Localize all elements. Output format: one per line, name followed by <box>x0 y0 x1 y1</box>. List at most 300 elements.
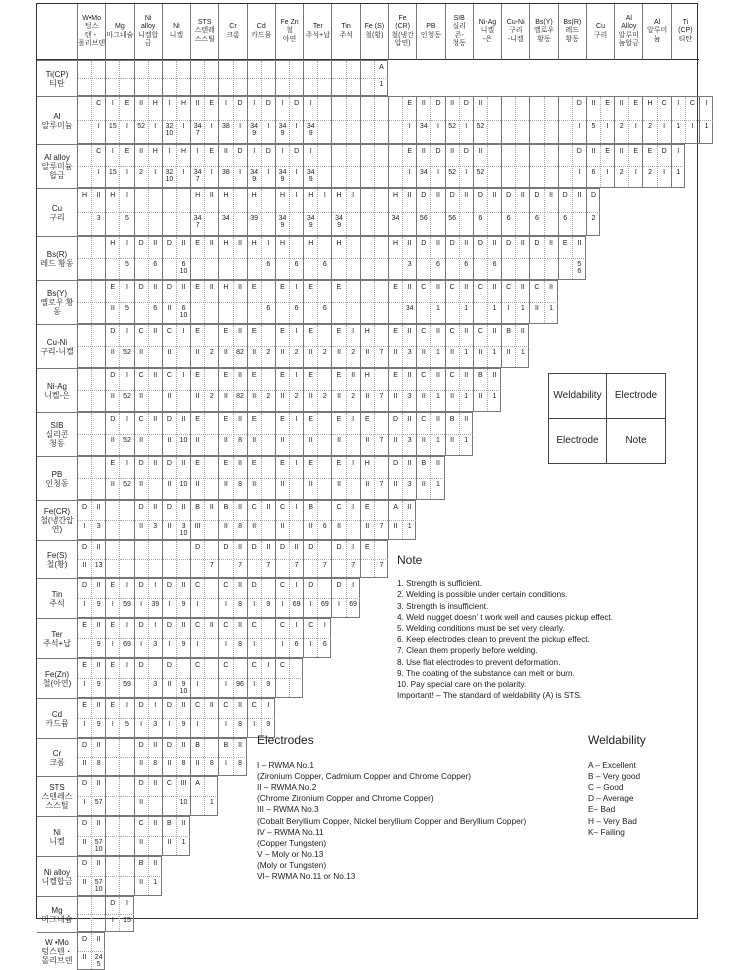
cell-rating: II <box>591 148 596 155</box>
table-cell <box>331 413 345 455</box>
cell-electrode: I <box>97 123 100 130</box>
cell-electrode: 6 <box>506 215 511 222</box>
table-cell <box>317 61 331 95</box>
table-cell <box>388 501 402 539</box>
table-cell <box>218 579 232 617</box>
row-label <box>37 456 77 500</box>
table-row <box>77 618 331 658</box>
cell-rating: II <box>436 416 440 423</box>
notes-item: 5. Welding conditions must be set very clearly. <box>397 624 565 634</box>
cell-rating: D <box>138 780 144 787</box>
table-cell <box>91 325 105 367</box>
table-cell <box>91 97 105 143</box>
table-cell <box>402 501 416 539</box>
cell-electrode: 1 <box>464 437 469 444</box>
table-cell <box>176 619 190 657</box>
table-cell <box>289 61 303 95</box>
table-cell <box>176 457 190 499</box>
table-cell <box>501 325 515 367</box>
cell-rating: D <box>576 148 582 155</box>
table-row <box>77 776 218 816</box>
notes-item: 6. Keep electrodes clean to prevent the pickup effect. <box>397 635 590 645</box>
table-cell <box>515 237 529 279</box>
cell-electrode: I <box>224 601 227 608</box>
cell-electrode: I <box>606 169 609 176</box>
cell-electrode: I <box>338 601 340 608</box>
cell-electrode: II <box>280 481 285 488</box>
cell-rating: E <box>280 328 285 335</box>
cell-electrode: 9 <box>181 721 186 728</box>
table-cell <box>91 237 105 279</box>
table-cell <box>105 189 119 235</box>
table-cell <box>204 325 218 367</box>
cell-electrode: 6 <box>534 215 539 222</box>
column-header <box>416 4 444 60</box>
cell-electrode: 2 <box>619 123 624 130</box>
cell-rating: II <box>238 544 242 551</box>
cell-electrode: I <box>606 123 609 130</box>
table-cell <box>148 369 162 411</box>
cell-rating: A <box>379 64 384 71</box>
table-cell <box>346 145 360 187</box>
table-cell <box>119 145 133 187</box>
cell-electrode: 8 <box>96 760 101 767</box>
row-label-text: Cu-Ni 구리-니켈 <box>40 337 74 356</box>
column-header-label: W•Mo 텅스텐・ 몰리브덴 <box>78 14 106 47</box>
cell-rating: I <box>111 100 114 107</box>
table-cell <box>487 237 501 279</box>
table-cell <box>317 325 331 367</box>
cell-rating: C <box>96 100 102 107</box>
cell-rating: D <box>82 504 88 511</box>
table-cell <box>261 541 275 577</box>
cell-electrode: II <box>167 839 172 846</box>
row-label-text: W •Mo 텅스텐・ 몰리브덴 <box>41 938 73 965</box>
table-cell <box>473 281 487 323</box>
column-header <box>331 4 359 60</box>
table-cell <box>119 659 133 697</box>
table-cell <box>657 97 671 143</box>
cell-electrode: 1 <box>520 349 525 356</box>
cell-electrode: II <box>82 879 87 886</box>
table-cell <box>261 189 275 235</box>
cell-electrode: 1 <box>436 481 440 488</box>
row-label <box>37 618 77 658</box>
cell-electrode: 52 <box>448 123 456 130</box>
table-cell <box>289 501 303 539</box>
cell-rating: D <box>336 582 342 589</box>
cell-rating: E <box>110 662 116 669</box>
table-cell <box>529 281 543 323</box>
table-cell <box>91 189 105 235</box>
cell-rating: E <box>251 416 257 423</box>
cell-rating: II <box>238 372 242 379</box>
table-cell <box>77 857 91 895</box>
cell-rating: I <box>125 416 128 423</box>
cell-rating: II <box>436 372 440 379</box>
column-header-label: Ter 주석+납 <box>305 23 330 39</box>
cell-electrode: I <box>196 721 199 728</box>
cell-rating: I <box>352 544 355 551</box>
table-cell <box>233 619 247 657</box>
electrodes-item: V – Moly or No.13 <box>257 848 324 859</box>
table-cell <box>289 457 303 499</box>
notes-section <box>397 555 613 701</box>
table-cell <box>190 579 204 617</box>
cell-rating: I <box>125 372 128 379</box>
cell-rating: I <box>125 662 128 669</box>
table-cell <box>148 281 162 323</box>
row-label <box>37 324 77 368</box>
cell-rating: II <box>181 742 186 749</box>
electrodes-section <box>257 735 526 882</box>
table-cell <box>473 145 487 187</box>
electrodes-item: (Chrome Zironium Copper and Chrome Copper) <box>257 793 434 804</box>
cell-rating: B <box>195 504 200 511</box>
electrodes-title: Electrodes <box>257 733 314 747</box>
cell-electrode: I <box>408 169 411 176</box>
cell-electrode: 34 9 <box>306 123 315 137</box>
cell-electrode: 5 <box>125 215 129 222</box>
cell-rating: C <box>279 582 285 589</box>
cell-electrode: I <box>83 799 86 806</box>
table-cell <box>176 237 190 279</box>
table-cell <box>204 369 218 411</box>
table-cell <box>487 325 501 367</box>
cell-rating: C <box>279 504 285 511</box>
table-cell <box>91 61 105 95</box>
table-row <box>77 324 529 368</box>
table-cell <box>275 61 289 95</box>
legend-box <box>548 373 666 464</box>
cell-electrode: II <box>365 523 370 530</box>
table-cell <box>360 97 374 143</box>
cell-rating: I <box>168 148 171 155</box>
cell-rating: H <box>82 192 88 199</box>
cell-rating: E <box>124 100 130 107</box>
cell-electrode: 34 9 <box>278 215 287 229</box>
table-cell <box>105 857 119 895</box>
table-cell <box>190 739 204 775</box>
table-cell <box>473 237 487 279</box>
cell-rating: II <box>181 582 186 589</box>
column-header-label: Cu-Ni 구리 -니켈 <box>506 18 525 43</box>
table-cell <box>77 325 91 367</box>
cell-electrode: 82 <box>236 393 244 400</box>
cell-rating: D <box>166 662 172 669</box>
cell-rating: II <box>96 622 101 629</box>
cell-rating: I <box>295 328 298 335</box>
table-cell <box>77 281 91 323</box>
cell-electrode: 82 <box>236 349 244 356</box>
cell-electrode: 8 <box>238 481 243 488</box>
cell-rating: D <box>166 742 172 749</box>
cell-electrode: 9 <box>266 601 271 608</box>
table-cell <box>247 97 261 143</box>
cell-electrode: 52 <box>137 123 145 130</box>
table-cell <box>303 325 317 367</box>
cell-electrode: 34 <box>405 305 414 312</box>
cell-rating: II <box>549 284 553 291</box>
table-cell <box>190 369 204 411</box>
cell-rating: E <box>336 416 342 423</box>
table-cell <box>176 369 190 411</box>
table-cell <box>360 237 374 279</box>
cell-electrode: II <box>252 481 257 488</box>
table-cell <box>162 579 176 617</box>
table-cell <box>572 97 586 143</box>
cell-rating: I <box>295 460 298 467</box>
cell-rating: II <box>436 284 440 291</box>
cell-rating: B <box>478 372 483 379</box>
row-label <box>37 856 77 896</box>
cell-rating: C <box>223 622 229 629</box>
row-label <box>37 540 77 578</box>
table-cell <box>176 145 190 187</box>
table-cell <box>445 237 459 279</box>
table-cell <box>317 619 331 657</box>
cell-rating: II <box>407 284 412 291</box>
column-header-label: Fe (S) 철(황) <box>364 23 385 39</box>
cell-rating: II <box>96 544 101 551</box>
table-cell <box>119 189 133 235</box>
table-cell <box>374 325 388 367</box>
table-cell <box>346 281 360 323</box>
cell-rating: D <box>138 240 144 247</box>
table-cell <box>360 457 374 499</box>
cell-rating: E <box>110 460 116 467</box>
weldability-item: E– Bad <box>588 804 616 815</box>
cell-rating: I <box>168 100 171 107</box>
table-cell <box>105 97 119 143</box>
cell-electrode: 3 10 <box>179 523 188 537</box>
table-cell <box>317 189 331 235</box>
cell-electrode: 3 <box>407 393 412 400</box>
cell-rating: II <box>139 100 144 107</box>
row-label-text: Al alloy 알루미늄 합금 <box>41 153 73 180</box>
table-cell <box>176 501 190 539</box>
cell-electrode: 3 <box>96 215 101 222</box>
cell-electrode: 2 <box>591 215 596 222</box>
column-header <box>614 4 642 60</box>
cell-rating: I <box>267 662 270 669</box>
table-cell <box>190 189 204 235</box>
table-cell <box>331 237 345 279</box>
table-cell <box>91 659 105 697</box>
cell-rating: I <box>352 192 355 199</box>
table-cell <box>77 97 91 143</box>
cell-electrode: 2 <box>351 349 356 356</box>
cell-electrode: I <box>239 169 242 176</box>
cell-electrode: 6 <box>266 261 271 268</box>
cell-electrode: II <box>393 523 398 530</box>
table-cell <box>289 579 303 617</box>
table-cell <box>402 281 416 323</box>
cell-electrode: II <box>110 349 115 356</box>
cell-rating: D <box>562 192 568 199</box>
table-cell <box>162 541 176 577</box>
table-cell <box>671 97 685 143</box>
table-cell <box>119 325 133 367</box>
table-cell <box>105 619 119 657</box>
table-cell <box>374 97 388 143</box>
cell-rating: II <box>478 100 483 107</box>
cell-electrode: 7 <box>379 523 384 530</box>
cell-electrode: II <box>308 349 313 356</box>
table-cell <box>176 61 190 95</box>
cell-rating: H <box>393 240 399 247</box>
cell-electrode: I <box>507 305 510 312</box>
cell-electrode: I <box>196 681 199 688</box>
cell-rating: C <box>96 148 102 155</box>
cell-rating: II <box>153 240 158 247</box>
table-cell <box>233 699 247 737</box>
cell-rating: D <box>82 742 88 749</box>
cell-rating: II <box>181 240 186 247</box>
table-row <box>77 540 388 578</box>
cell-electrode: 52 <box>123 481 131 488</box>
cell-electrode: I <box>465 123 468 130</box>
table-cell <box>233 739 247 775</box>
table-cell <box>261 501 275 539</box>
table-cell <box>586 145 600 187</box>
table-cell <box>190 413 204 455</box>
cell-electrode: 1 <box>181 839 186 846</box>
table-cell <box>77 739 91 775</box>
cell-electrode: II <box>421 437 426 444</box>
cell-electrode: II <box>139 839 144 846</box>
cell-rating: II <box>549 192 553 199</box>
cell-rating: H <box>364 460 370 467</box>
cell-rating: E <box>336 328 342 335</box>
notes-item: 1. Strength is sufficient. <box>397 579 482 589</box>
table-cell <box>402 145 416 187</box>
cell-electrode: 34 9 <box>278 169 287 183</box>
electrodes-item: II – RWMA No.2 <box>257 782 317 793</box>
column-header-label: Cr 크롬 <box>226 23 240 39</box>
row-label-text: Cd 카드뮴 <box>45 709 69 728</box>
table-cell <box>148 61 162 95</box>
cell-electrode: I <box>224 721 227 728</box>
cell-electrode: 6 <box>294 261 299 268</box>
cell-electrode: 1 <box>549 305 554 312</box>
table-cell <box>374 145 388 187</box>
cell-rating: D <box>110 900 116 907</box>
cell-rating: E <box>393 284 398 291</box>
table-cell <box>204 659 218 697</box>
cell-electrode: I <box>634 169 637 176</box>
table-cell <box>218 413 232 455</box>
cell-electrode: 8 <box>238 601 243 608</box>
table-cell <box>544 281 558 323</box>
cell-rating: E <box>110 622 116 629</box>
table-cell <box>247 501 261 539</box>
table-row <box>77 932 105 970</box>
table-cell <box>77 619 91 657</box>
table-cell <box>190 541 204 577</box>
table-cell <box>204 237 218 279</box>
cell-rating: H <box>393 192 399 199</box>
column-header <box>558 4 586 60</box>
weldability-item: K– Failing <box>588 826 625 837</box>
column-header <box>586 4 614 60</box>
column-header <box>473 4 501 60</box>
row-label <box>37 776 77 816</box>
row-label <box>37 280 77 324</box>
cell-rating: II <box>421 100 426 107</box>
cell-rating: E <box>336 372 342 379</box>
cell-electrode: I <box>267 169 270 176</box>
table-cell <box>119 501 133 539</box>
cell-rating: E <box>82 702 87 709</box>
cell-rating: D <box>449 240 455 247</box>
cell-rating: II <box>153 284 158 291</box>
row-label <box>37 500 77 540</box>
table-cell <box>190 281 204 323</box>
cell-electrode: 3 <box>407 349 412 356</box>
cell-rating: C <box>661 100 667 107</box>
electrodes-item: (Moly or Tungsten) <box>257 859 327 870</box>
cell-rating: II <box>181 702 186 709</box>
cell-rating: D <box>421 240 427 247</box>
cell-rating: II <box>238 328 242 335</box>
cell-rating: II <box>96 192 101 199</box>
table-cell <box>544 145 558 187</box>
table-cell <box>317 97 331 143</box>
notes-item: 9. The coating of the substance can melt or burn. <box>397 668 575 678</box>
table-row <box>77 456 445 500</box>
cell-electrode: 2 <box>648 123 652 130</box>
cell-electrode: 6 <box>322 523 327 530</box>
table-cell <box>600 97 614 143</box>
notes-title: Note <box>397 553 423 567</box>
cell-rating: II <box>181 820 186 827</box>
cell-rating: II <box>492 192 497 199</box>
table-cell <box>346 237 360 279</box>
row-label <box>37 658 77 698</box>
table-cell <box>317 281 331 323</box>
table-row <box>77 144 685 188</box>
table-cell <box>134 619 148 657</box>
table-cell <box>388 413 402 455</box>
table-cell <box>233 501 247 539</box>
cell-rating: D <box>294 148 300 155</box>
cell-rating: II <box>464 372 469 379</box>
table-cell <box>134 189 148 235</box>
cell-electrode: I <box>210 123 213 130</box>
cell-electrode: 3 <box>96 523 101 530</box>
table-cell <box>374 369 388 411</box>
cell-rating: D <box>421 192 427 199</box>
cell-electrode: I <box>140 721 143 728</box>
weldability-section <box>588 735 646 838</box>
table-cell <box>261 699 275 737</box>
table-cell <box>162 619 176 657</box>
cell-rating: C <box>251 702 257 709</box>
cell-rating: H <box>308 192 314 199</box>
table-cell <box>331 61 345 95</box>
table-cell <box>204 579 218 617</box>
table-cell <box>134 237 148 279</box>
cell-rating: E <box>209 148 215 155</box>
table-cell <box>162 501 176 539</box>
cell-electrode: II <box>450 437 455 444</box>
table-row <box>77 658 303 698</box>
table-cell <box>275 237 289 279</box>
cell-electrode: 6 <box>478 215 483 222</box>
cell-rating: II <box>464 240 469 247</box>
cell-rating: C <box>421 372 427 379</box>
